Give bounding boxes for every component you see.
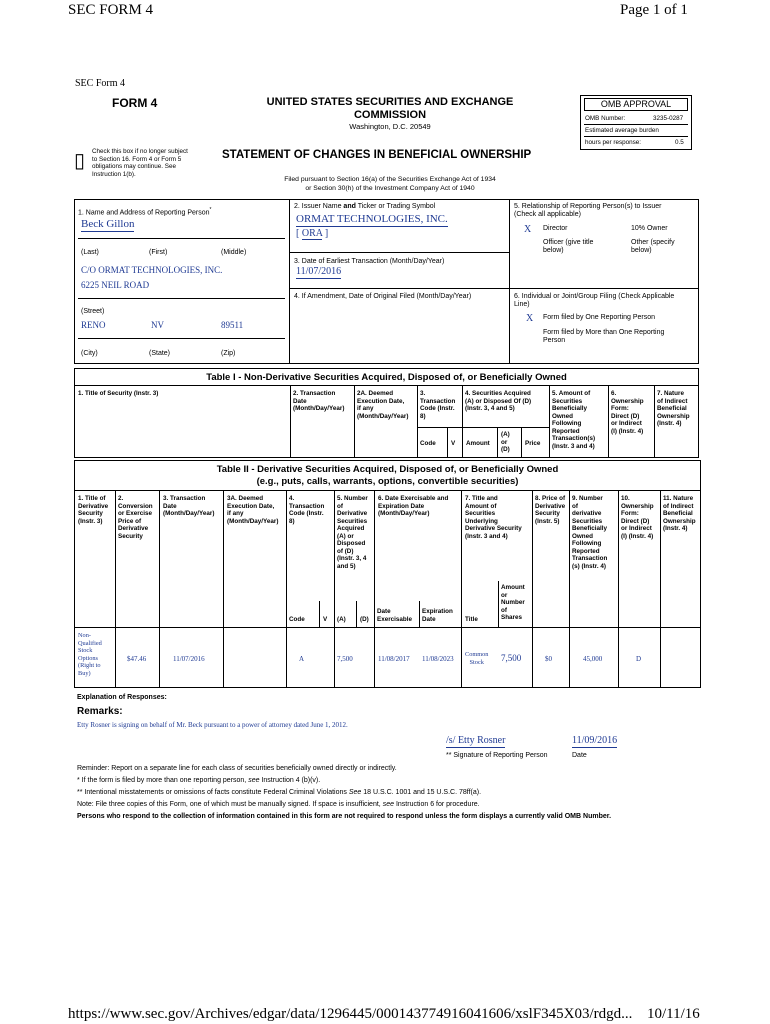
note-criminal: ** Intentional misstatements or omissions of facts constitute Federal Criminal Violations See 18 U.S.C. 1001 and 15 U.S.C. 78ff(a). <box>77 789 482 796</box>
zip-value: 89511 <box>221 320 244 330</box>
table1-rule <box>75 385 698 386</box>
t2-col9: 9. Number of derivative Securities Beneficially Owned Following Reported Transaction (s) (Instr. 4) <box>572 495 608 570</box>
reporting-person-box <box>74 199 290 364</box>
persons-note: Persons who respond to the collection of information contained in this form are not required to respond unless the form displays a currently valid OMB Number. <box>77 813 612 820</box>
t2-a: (A) <box>337 616 346 623</box>
agency-city: Washington, D.C. 20549 <box>349 122 431 131</box>
col-rule <box>374 490 375 687</box>
remarks-label: Remarks: <box>77 706 123 717</box>
table2-subtitle: (e.g., puts, calls, warrants, options, convertible securities) <box>256 476 519 487</box>
statement-title: STATEMENT OF CHANGES IN BENEFICIAL OWNERSHIP <box>222 149 532 161</box>
signature: /s/ Etty Rosner <box>446 735 506 746</box>
col-rule <box>290 385 291 457</box>
t2-col2: 2. Conversion or Exercise Price of Derivative Security <box>118 495 153 540</box>
print-header-right: Page 1 of 1 <box>620 2 688 18</box>
ten-percent-option: 10% Owner <box>631 225 668 232</box>
col-rule <box>654 385 655 457</box>
one-person-option: Form filed by One Reporting Person <box>543 314 656 321</box>
first-label: (First) <box>149 249 168 256</box>
omb-approval-box <box>580 95 692 150</box>
t2-row-deriv-price: $0 <box>545 655 552 663</box>
t2-v: V <box>323 616 328 623</box>
filing-label: 6. Individual or Joint/Group Filing (Check Applicable Line) <box>514 293 675 308</box>
omb-number-value: 3235-0287 <box>653 115 684 122</box>
sub-col-rule <box>419 601 420 627</box>
col-rule <box>461 490 462 687</box>
col-rule <box>549 385 550 457</box>
t2-title: Title <box>465 616 478 623</box>
print-header-left: SEC FORM 4 <box>68 2 154 18</box>
other-option: Other (specify below) <box>631 239 675 254</box>
director-mark: X <box>524 224 532 235</box>
col-rule <box>618 490 619 687</box>
t1-col6: 6. Ownership Form: Direct (D) or Indirect (I) (Instr. 4) <box>611 390 644 435</box>
sub-col-rule <box>498 581 499 627</box>
state-label: (State) <box>149 350 171 357</box>
reminder-text: Reminder: Report on a separate line for each class of securities beneficially owned directly or indirectly. <box>77 765 397 772</box>
omb-hours-label: hours per response: <box>585 139 642 146</box>
t1-a-or-d: (A) or (D) <box>501 431 510 453</box>
address-line1: C/O ORMAT TECHNOLOGIES, INC. <box>81 265 223 275</box>
t2-code: Code <box>289 616 305 623</box>
t2-col3a: 3A. Deemed Execution Date, if any (Month/Day/Year) <box>227 495 279 525</box>
table1 <box>74 368 699 458</box>
relationship-box <box>509 199 699 364</box>
t2-row-underlying-title: Common Stock <box>465 651 489 666</box>
state-value: NV <box>151 320 164 330</box>
t1-col2: 2. Transaction Date (Month/Day/Year) <box>293 390 345 412</box>
t2-row-amount: 7,500 <box>337 655 353 663</box>
t1-col4: 4. Securities Acquired (A) or Disposed Of (D) (Instr. 3, 4 and 5) <box>465 390 532 412</box>
issuer-ticker: [ ORA ] <box>296 228 329 239</box>
date-caption: Date <box>572 752 587 759</box>
t2-col5: 5. Number of Derivative Securities Acquired (A) or Disposed of (D) (Instr. 3, 4 and 5) <box>337 495 368 570</box>
t2-date-exercisable: Date Exercisable <box>377 608 413 623</box>
col-rule <box>532 490 533 687</box>
sub-rule <box>417 427 549 428</box>
omb-number-label: OMB Number: <box>585 115 626 122</box>
agency-line1: UNITED STATES SECURITIES AND EXCHANGE <box>266 96 514 108</box>
t2-d: (D) <box>360 616 369 623</box>
t1-col3: 3. Transaction Code (Instr. 8) <box>420 390 456 420</box>
t2-row-price: $47.46 <box>127 655 147 663</box>
table1-title: Table I - Non-Derivative Securities Acquired, Disposed of, or Beneficially Owned <box>206 372 567 383</box>
t2-col3: 3. Transaction Date (Month/Day/Year) <box>163 495 215 517</box>
omb-divider <box>584 136 688 137</box>
t1-amount: Amount <box>466 440 490 447</box>
signature-caption: ** Signature of Reporting Person <box>446 752 548 759</box>
earliest-date-value: 11/07/2016 <box>296 266 342 277</box>
address-line2: 6225 NEIL ROAD <box>81 280 150 290</box>
city-value: RENO <box>81 320 106 330</box>
issuer-divider <box>290 252 509 253</box>
note-multiple-persons: * If the form is filed by more than one reporting person, see Instruction 4 (b)(v). <box>77 777 321 784</box>
t2-col7: 7. Title and Amount of Securities Underlying Derivative Security (Instr. 3 and 4) <box>465 495 522 540</box>
col-rule <box>354 385 355 457</box>
t2-col4: 4. Transaction Code (Instr. 8) <box>289 495 325 525</box>
t1-col2a: 2A. Deemed Execution Date, if any (Month/Day/Year) <box>357 390 409 420</box>
t1-col7: 7. Nature of Indirect Beneficial Ownership (Instr. 4) <box>657 390 690 427</box>
col-rule <box>115 490 116 687</box>
sub-col-rule <box>497 427 498 457</box>
form-title: FORM 4 <box>112 96 158 110</box>
col-rule <box>462 385 463 457</box>
address-underline <box>78 298 285 299</box>
t1-col1: 1. Title of Security (Instr. 3) <box>78 390 159 397</box>
zip-label: (Zip) <box>221 350 236 357</box>
issuer-box <box>289 199 510 364</box>
t2-expiration: Expiration Date <box>422 608 453 623</box>
row-rule <box>75 627 700 628</box>
t2-col11: 11. Nature of Indirect Beneficial Ownership (Instr. 4) <box>663 495 696 532</box>
t1-col5: 5. Amount of Securities Beneficially Owned Following Reported Transaction(s) (Instr. 3 and 4) <box>552 390 596 450</box>
table2-title: Table II - Derivative Securities Acquired, Disposed of, or Beneficially Owned <box>216 464 559 475</box>
t2-amount-shares: Amount or Number of Shares <box>501 584 525 621</box>
last-label: (Last) <box>81 249 99 256</box>
explanation-label: Explanation of Responses: <box>77 694 167 701</box>
street-label: (Street) <box>81 308 105 315</box>
table2-rule <box>75 490 700 491</box>
relationship-divider <box>510 288 698 289</box>
t2-col1: 1. Title of Derivative Security (Instr. 3) <box>78 495 109 525</box>
omb-burden-label: Estimated average burden <box>585 127 659 134</box>
col-rule <box>223 490 224 687</box>
t2-col10: 10. Ownership Form: Direct (D) or Indirect (I) (Instr. 4) <box>621 495 654 540</box>
t2-row-ownership-form: D <box>636 655 642 663</box>
omb-hours-value: 0.5 <box>675 139 684 146</box>
t2-row-security: Non- Qualified Stock Options (Right to Buy) <box>78 632 102 677</box>
col-rule <box>159 490 160 687</box>
omb-title: OMB APPROVAL <box>584 98 688 111</box>
name-underline <box>78 238 285 239</box>
col-rule <box>334 490 335 687</box>
signature-date: 11/09/2016 <box>572 735 618 746</box>
col-rule <box>417 385 418 457</box>
earliest-date-label: 3. Date of Earliest Transaction (Month/Day/Year) <box>294 258 445 265</box>
sec-form-label: SEC Form 4 <box>75 78 126 89</box>
print-footer-url: https://www.sec.gov/Archives/edgar/data/1296445/000143774916041606/xslF345X03/rdgd... <box>68 1006 633 1022</box>
section16-checkbox-label: Check this box if no longer subject to Section 16. Form 4 or Form 5 obligations may continue. See Instruction 1(b). <box>92 148 188 178</box>
filed-pursuant-1: Filed pursuant to Section 16(a) of the Securities Exchange Act of 1934 <box>284 176 496 183</box>
amendment-label: 4. If Amendment, Date of Original Filed (Month/Day/Year) <box>294 293 472 300</box>
t2-row-date: 11/07/2016 <box>173 655 205 663</box>
t2-row-date-exercisable: 11/08/2017 <box>378 655 410 663</box>
t1-code: Code <box>420 440 436 447</box>
middle-label: (Middle) <box>221 249 247 256</box>
t2-col6: 6. Date Exercisable and Expiration Date (Month/Day/Year) <box>378 495 449 517</box>
section16-checkbox[interactable]: ▯ <box>74 150 86 172</box>
issuer-name: ORMAT TECHNOLOGIES, INC. <box>296 213 448 225</box>
reporting-person-name: Beck Gillon <box>81 218 135 230</box>
t2-row-expiration: 11/08/2023 <box>422 655 454 663</box>
agency-line2: COMMISSION <box>353 109 427 121</box>
sub-col-rule <box>521 427 522 457</box>
multi-person-option: Form filed by More than One Reporting Person <box>543 329 665 344</box>
one-person-mark: X <box>526 313 534 324</box>
remarks-text: Etty Rosner is signing on behalf of Mr. Beck pursuant to a power of attorney dated June 1, 2012. <box>77 721 348 729</box>
city-underline <box>78 338 285 339</box>
city-label: (City) <box>81 350 98 357</box>
director-option: Director <box>543 225 568 232</box>
sub-col-rule <box>319 601 320 627</box>
omb-divider <box>584 124 688 125</box>
officer-option: Officer (give title below) <box>543 239 594 254</box>
table2 <box>74 460 701 688</box>
t2-row-underlying-amount: 7,500 <box>501 653 522 663</box>
col-rule <box>286 490 287 687</box>
t2-row-owned: 45,000 <box>583 655 603 663</box>
t2-row-code: A <box>299 655 305 663</box>
col-rule <box>608 385 609 457</box>
sub-col-rule <box>447 427 448 457</box>
note-copies: Note: File three copies of this Form, one of which must be manually signed. If space is insufficient, see Instruction 6 for procedure. <box>77 801 480 808</box>
print-footer-date: 10/11/16 <box>647 1006 700 1022</box>
t1-price: Price <box>525 440 541 447</box>
filed-pursuant-2: or Section 30(h) of the Investment Company Act of 1940 <box>305 185 475 192</box>
issuer-divider <box>290 288 509 289</box>
col-rule <box>569 490 570 687</box>
col-rule <box>660 490 661 687</box>
relationship-label: 5. Relationship of Reporting Person(s) to Issuer (Check all applicable) <box>514 203 662 218</box>
t2-col8: 8. Price of Derivative Security (Instr. 5) <box>535 495 566 525</box>
t1-v: V <box>451 440 456 447</box>
sub-col-rule <box>356 601 357 627</box>
reporting-person-label: 1. Name and Address of Reporting Person* <box>78 207 212 217</box>
issuer-label: 2. Issuer Name and Ticker or Trading Symbol <box>294 203 436 210</box>
